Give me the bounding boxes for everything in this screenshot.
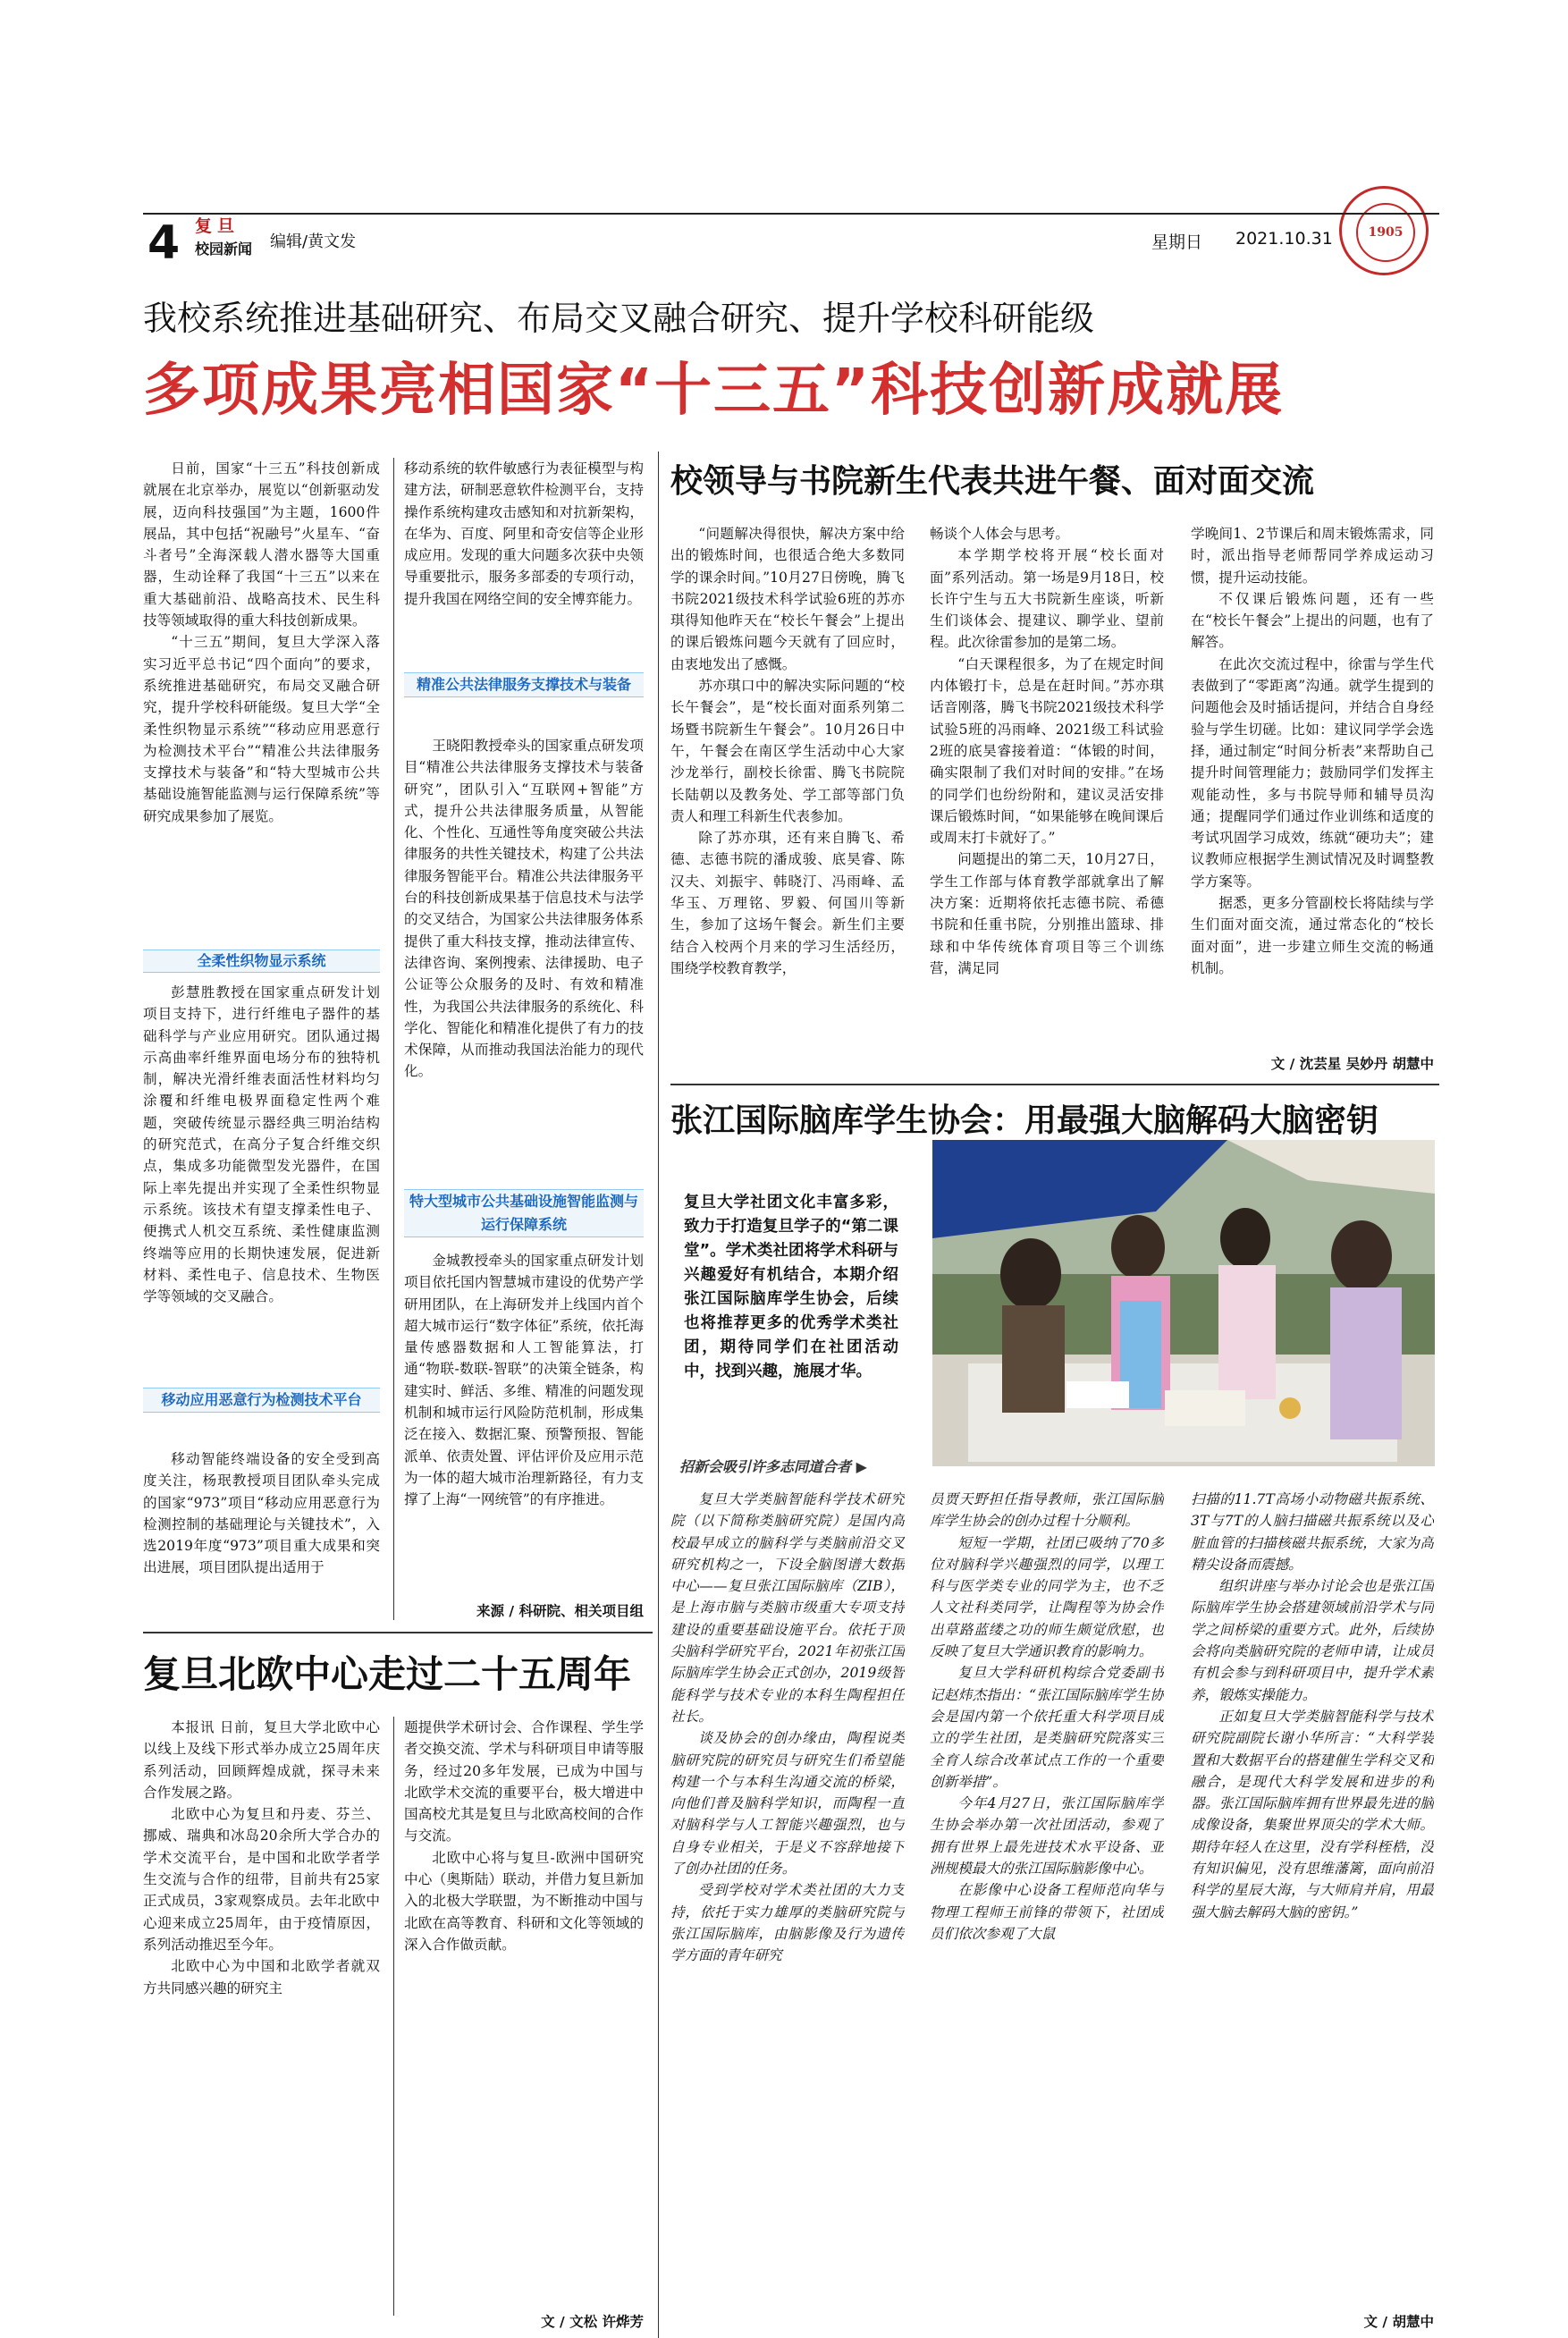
lead-byline: 来源 / 科研院、相关项目组 bbox=[476, 1603, 644, 1619]
paragraph: 员贾天野担任指导教师，张江国际脑库学生协会的创办过程十分顺利。 bbox=[930, 1491, 1164, 1530]
lead-subsection-title: 精准公共法律服务支撑技术与装备 bbox=[404, 672, 644, 697]
paragraph: 苏亦琪口中的解决实际问题的“校长午餐会”，是“校长面对面系列第二场暨书院新生午餐会”。10月26日中午，午餐会在南区学生活动中心大家沙龙举行，副校长徐雷、腾飞书院院长陆朝以及教务处、学工部等部门负责人和理工科新生代表参加。 bbox=[670, 678, 905, 824]
paragraph: 受到学校对学术类社团的大力支持，依托于实力雄厚的类脑研究院与张江国际脑库，由脑影像及行为遗传学方面的青年研究 bbox=[670, 1882, 905, 1964]
paragraph: 问题提出的第二天，10月27日，学生工作部与体育教学部就拿出了解决方案：近期将依托志德书院、希德书院和任重书院，分别推出篮球、排球和中华传统体育项目等三个训练营，满足同 bbox=[930, 851, 1164, 976]
editor-credit: 编辑/黄文发 bbox=[270, 232, 357, 251]
paragraph: 除了苏亦琪，还有来自腾飞、希德、志德书院的潘成骏、底昊睿、陈汉夫、刘振宇、韩晓汀、冯雨峰、孟华玉、万理铭、罗毅、何国川等新生，参加了这场午餐会。新生们主要结合入校两个月来的学习生活经历，围绕学校教育教学， bbox=[670, 830, 905, 976]
seal-year: 1905 bbox=[1356, 203, 1415, 262]
column-divider bbox=[393, 458, 394, 1620]
page-number: 4 bbox=[148, 216, 181, 270]
section-divider bbox=[670, 1084, 1439, 1085]
lead-column-2c bbox=[404, 1250, 644, 1599]
paragraph: 题提供学术研讨会、合作课程、学生学者交换交流、学术与科研项目申请等服务，经过20多年发展，已成为中国与北欧学术交流的重要平台，极大增进中国高校尤其是复旦与北欧高校间的合作与交流。 bbox=[404, 1719, 644, 1844]
nordic-column-1 bbox=[143, 1717, 380, 2311]
paragraph: “十三五”期间，复旦大学深入落实习近平总书记“四个面向”的要求，系统推进基础研究，布局交叉融合研究，提升学校科研能级。复旦大学“全柔性织物显示系统”“移动应用恶意行为检测技术平台”“精准公共法律服务支撑技术与装备”和“特大型城市公共基础设施智能监测与运行保障系统”等研究成果参加了展览。 bbox=[143, 634, 380, 824]
paragraph: 复旦大学科研机构综合党委副书记赵炜杰指出：“张江国际脑库学生协会是国内第一个依托重大科学项目成立的学生社团，是类脑研究院落实三全育人综合改革试点工作的一个重要创新举措”。 bbox=[930, 1665, 1164, 1790]
nordic-byline: 文 / 文松 许烨芳 bbox=[541, 2314, 644, 2330]
paragraph: 王晓阳教授牵头的国家重点研发项目“精准公共法律服务支撑技术与装备研究”，团队引入“互联网+智能”方式，提升公共法律服务质量，从智能化、个性化、互通性等角度突破公共法律服务的共性关键技术，构建了公共法律服务智能平台。精准公共法律服务平台的科技创新成果基于信息技术与法学的交叉结合，为国家公共法律服务体系提供了重大科技支撑，推动法律宣传、法律咨询、案例搜索、法律援助、电子公证等公众服务的及时、有效和精准性，为我国公共法律服务的系统化、科学化、智能化和精准化提供了有力的技术保障，从而推动我国法治能力的现代化。 bbox=[404, 738, 644, 1080]
lunch-column-3 bbox=[1191, 523, 1434, 1046]
paragraph: 北欧中心为中国和北欧学者就双方共同感兴趣的研究主 bbox=[143, 1958, 380, 1996]
paragraph: 北欧中心为复旦和丹麦、芬兰、挪威、瑞典和冰岛20余所大学合办的学术交流平台，是中国和北欧学者学生交流与合作的纽带，目前共有25家正式成员，3家观察成员。去年北欧中心迎来成立25周年，由于疫情原因，系列活动推迟至今年。 bbox=[143, 1806, 380, 1953]
paragraph: 在影像中心设备工程师范向华与物理工程师王前锋的带领下，社团成员们依次参观了大鼠 bbox=[930, 1882, 1164, 1942]
paragraph: 北欧中心将与复旦-欧洲中国研究中心（奥斯陆）联动，并借力复旦新加入的北极大学联盟，为不断推动中国与北欧在高等教育、科研和文化等领域的深入合作做贡献。 bbox=[404, 1849, 644, 1953]
photo-illustration bbox=[932, 1140, 1435, 1466]
paragraph: “白天课程很多，为了在规定时间内体锻打卡，总是在赶时间。”苏亦琪话音刚落，腾飞书院2021级技术科学试验5班的冯雨峰、2021级工科试验2班的底昊睿接着道：“体锻的时间，确实限制了我们对时间的安排。”在场的同学们也纷纷附和，建议灵活安排课后锻炼时间，“如果能够在晚间课后或周末打卡就好了。” bbox=[930, 655, 1164, 847]
paragraph: 金城教授牵头的国家重点研发计划项目依托国内智慧城市建设的优势产学研用团队，在上海研发并上线国内首个超大城市运行“数字体征”系统，依托海量传感器数据和人工智能算法，打通“物联-数联-智联”的决策全链条，构建实时、鲜活、多维、精准的问题发现机制和城市运行风险防范机制，形成集泛在接入、数据汇聚、预警预报、智能派单、依责处置、评估评价及应用示范为一体的超大城市治理新路径，有力支撑了上海“一网统管”的有序推进。 bbox=[404, 1253, 644, 1508]
paragraph: 组织讲座与举办讨论会也是张江国际脑库学生协会搭建领域前沿学术与同学之间桥梁的重要方式。此外，后续协会将向类脑研究院的老师申请，让成员有机会参与到科研项目中，提升学术素养，锻炼实操能力。 bbox=[1191, 1578, 1434, 1703]
paragraph: 本学期学校将开展“校长面对面”系列活动。第一场是9月18日，校长许宁生与五大书院新生座谈，听新生们谈体会、提建议、聊学业、望前程。此次徐雷参加的是第二场。 bbox=[930, 547, 1164, 651]
masthead-brand: 复旦 bbox=[195, 216, 240, 236]
paragraph: 谈及协会的创办缘由，陶程说类脑研究院的研究员与研究生们希望能构建一个与本科生沟通交流的桥梁，向他们普及脑科学知识，而陶程一直对脑科学与人工智能兴趣强烈，也与自身专业相关，于是义不容辞地接下了创办社团的任务。 bbox=[670, 1730, 905, 1878]
lunch-article-title: 校领导与书院新生代表共进午餐、面对面交流 bbox=[670, 463, 1315, 500]
photo-caption: 招新会吸引许多志同道合者 ▶ bbox=[679, 1458, 867, 1475]
column-divider bbox=[393, 1717, 394, 2316]
lunch-column-1 bbox=[670, 523, 905, 1055]
lead-column-2 bbox=[404, 458, 644, 659]
paragraph: 今年4月27日，张江国际脑库学生协会举办第一次社团活动，参观了拥有世界上最先进技术水平设备、亚洲规模最大的张江国际脑影像中心。 bbox=[930, 1795, 1164, 1878]
lunch-byline: 文 / 沈芸星 吴妙丹 胡慧中 bbox=[1270, 1056, 1434, 1072]
lead-headline: 多项成果亮相国家“十三五”科技创新成就展 bbox=[143, 358, 1285, 424]
paragraph: 复旦大学类脑智能科学技术研究院（以下简称类脑研究院）是国内高校最早成立的脑科学与类脑前沿交叉研究机构之一，下设全脑图谱大数据中心——复旦张江国际脑库（ZIB），是上海市脑与类脑市级重大专项支持建设的重要基础设施平台。依托于顶尖脑科学研究平台，2021年初张江国际脑库学生协会正式创办，2019级智能科学与技术专业的本科生陶程担任社长。 bbox=[670, 1491, 905, 1725]
issue-weekday: 星期日 bbox=[1151, 232, 1203, 252]
lead-subhead: 我校系统推进基础研究、布局交叉融合研究、提升学校科研能级 bbox=[143, 299, 1095, 338]
brain-article-title: 张江国际脑库学生协会：用最强大脑解码大脑密钥 bbox=[670, 1102, 1379, 1139]
header-rule bbox=[143, 213, 1439, 215]
paragraph: 短短一学期，社团已吸纳了70多位对脑科学兴趣强烈的同学，以理工科与医学类专业的同学为主，也不乏人文社科类同学，让陶程等为协会作出草路蓝缕之功的师生颇觉欣慰，也反映了复旦大学通识教育的影响力。 bbox=[930, 1534, 1164, 1660]
lead-column-1 bbox=[143, 458, 380, 941]
paragraph: 畅谈个人体会与思考。 bbox=[930, 526, 1069, 542]
lead-column-2b bbox=[404, 735, 644, 1177]
paragraph: 移动系统的软件敏感行为表征模型与构建方法，研制恶意软件检测平台，支持操作系统构建攻击感知和对抗新架构，在华为、百度、阿里和奇安信等企业形成应用。发现的重大问题多次获中央领导重要批示，服务多部委的专项行动，提升我国在网络空间的安全博弈能力。 bbox=[404, 460, 644, 607]
nordic-article-title: 复旦北欧中心走过二十五周年 bbox=[143, 1652, 632, 1696]
nordic-column-2 bbox=[404, 1717, 644, 2289]
brain-column-3 bbox=[1191, 1489, 1434, 2311]
lead-subsection-title: 移动应用恶意行为检测技术平台 bbox=[143, 1388, 380, 1413]
university-seal-icon bbox=[1339, 186, 1429, 275]
lead-column-1b bbox=[143, 982, 380, 1380]
paragraph: 不仅课后锻炼问题，还有一些在“校长午餐会”上提出的问题，也有了解答。 bbox=[1191, 590, 1434, 651]
paragraph: 日前，国家“十三五”科技创新成就展在北京举办，展览以“创新驱动发展，迈向科技强国”为主题，1600件展品，其中包括“祝融号”火星车、“奋斗者号”全海深载人潜水器等大国重器，生动诠释了我国“十三五”以来在重大基础前沿、战略高技术、民生科技等领域取得的重大科技创新成果。 bbox=[143, 460, 380, 629]
paragraph: 据悉，更多分管副校长将陆续与学生们面对面交流，通过常态化的“校长面对面”，进一步建立师生交流的畅通机制。 bbox=[1191, 895, 1434, 976]
lunch-column-2 bbox=[930, 523, 1164, 1055]
paragraph: “问题解决得很快，解决方案中给出的锻炼时间，也很适合绝大多数同学的课余时间。”10月27日傍晚，腾飞书院2021级技术科学试验6班的苏亦琪得知他昨天在“校长午餐会”上提出的课后锻炼问题今天就有了回应时，由衷地发出了感慨。 bbox=[670, 526, 905, 672]
paragraph: 彭慧胜教授在国家重点研发计划项目支持下，进行纤维电子器件的基础科学与产业应用研究。团队通过揭示高曲率纤维界面电场分布的独特机制，解决光滑纤维表面活性材料均匀涂覆和纤维电极界面稳定性两个难题，突破传统显示器经典三明治结构的研究范式，在高分子复合纤维交织点，集成多功能微型发光器件，在国际上率先提出并实现了全柔性织物显示系统。该技术有望支撑柔性电子、便携式人机交互系统、柔性健康监测终端等应用的长期快速发展，促进新材料、柔性电子、信息技术、生物医学等领域的交叉融合。 bbox=[143, 984, 380, 1305]
paragraph: 扫描的11.7T高场小动物磁共振系统、3T与7T的人脑扫描磁共振系统以及心脏血管的扫描核磁共振系统，大家为高精尖设备而震撼。 bbox=[1191, 1491, 1434, 1573]
paragraph: 学晚间1、2节课后和周末锻炼需求，同时，派出指导老师帮同学养成运动习惯，提升运动技能。 bbox=[1191, 526, 1434, 586]
column-divider bbox=[658, 452, 659, 2338]
lead-subsection-title: 全柔性织物显示系统 bbox=[143, 950, 380, 973]
brain-intro: 复旦大学社团文化丰富多彩，致力于打造复旦学子的“第二课堂”。学术类社团将学术科研与兴趣爱好有机结合，本期介绍张江国际脑库学生协会，后续也将推荐更多的优秀学术类社团，期待同学们在社团活动中，找到兴趣，施展才华。 bbox=[684, 1194, 898, 1380]
issue-date: 2021.10.31 bbox=[1235, 229, 1333, 249]
paragraph: 在此次交流过程中，徐雷与学生代表做到了“零距离”沟通。就学生提到的问题他会及时插话提问，并结合自身经验与学生切磋。比如：建议同学学会选择，通过制定“时间分析表”来帮助自己提升时间管理能力；鼓励同学们发挥主观能动性，多与书院导师和辅导员沟通；提醒同学们通过作业训练和适度的考试巩固学习成效，练就“硬功夫”；建议教师应根据学生测试情况及时调整教学方案等。 bbox=[1191, 655, 1434, 890]
student-fair-photo bbox=[932, 1140, 1435, 1466]
brain-column-2 bbox=[930, 1489, 1164, 2334]
brain-column-1 bbox=[670, 1489, 905, 2334]
section-name: 校园新闻 bbox=[195, 241, 253, 257]
brain-byline: 文 / 胡慧中 bbox=[1363, 2314, 1434, 2330]
section-divider bbox=[143, 1632, 653, 1633]
paragraph: 正如复旦大学类脑智能科学与技术研究院副院长谢小华所言：“大科学装置和大数据平台的搭建催生学科交叉和融合，是现代大科学发展和进步的利器。张江国际脑库拥有世界最先进的脑成像设备，集聚世界顶尖的学术大师。期待年轻人在这里，没有学科桎梏，没有知识偏见，没有思维藩篱，面向前沿科学的星辰大海，与大师肩并肩，用最强大脑去解码大脑的密钥。” bbox=[1191, 1708, 1434, 1920]
lead-column-1c bbox=[143, 1448, 380, 1618]
paragraph: 本报讯 日前，复旦大学北欧中心以线上及线下形式举办成立25周年庆系列活动，回顾辉煌成就，探寻未来合作发展之路。 bbox=[143, 1719, 380, 1801]
paragraph: 移动智能终端设备的安全受到高度关注，杨珉教授项目团队牵头完成的国家“973”项目“移动应用恶意行为检测控制的基础理论与关键技术”，入选2019年度“973”项目重大成果和突出进展，项目团队提出适用于 bbox=[143, 1451, 380, 1576]
lead-subsection-title: 特大型城市公共基础设施智能监测与运行保障系统 bbox=[404, 1189, 644, 1237]
